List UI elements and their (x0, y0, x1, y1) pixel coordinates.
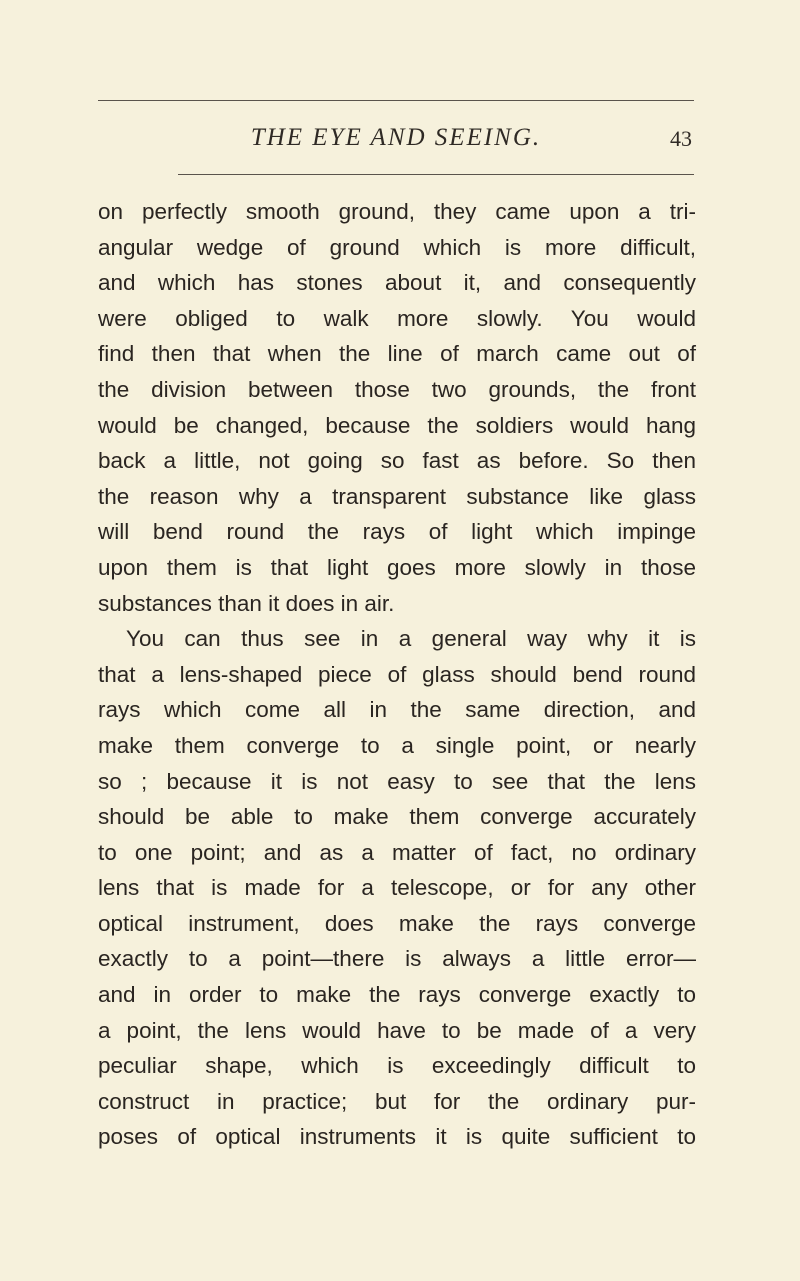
text-line: exactly to a point—there is always a little error— (98, 946, 696, 972)
text-line: and which has stones about it, and consequently (98, 270, 696, 296)
text-line: to one point; and as a matter of fact, no ordinary (98, 839, 696, 865)
text-line: so ; because it is not easy to see that the lens (98, 768, 696, 794)
text-line: find then that when the line of march came out of (98, 341, 696, 367)
text-line: would be changed, because the soldiers would hang (98, 412, 696, 438)
page-number: 43 (670, 126, 692, 151)
text-line: lens that is made for a telescope, or for any other (98, 875, 696, 901)
text-line: optical instrument, does make the rays converge (98, 910, 696, 936)
text-line: make them converge to a single point, or nearly (98, 732, 696, 758)
text-line: will bend round the rays of light which impinge (98, 519, 696, 545)
text-line: back a little, not going so fast as before. So then (98, 448, 696, 474)
text-line: a point, the lens would have to be made of a very (98, 1017, 696, 1043)
header-rule-bottom (178, 174, 694, 175)
text-line: upon them is that light goes more slowly in those (98, 554, 696, 580)
text-line: poses of optical instruments it is quite sufficient to (98, 1124, 696, 1150)
text-line: should be able to make them converge accurately (98, 804, 696, 830)
running-head (98, 124, 694, 164)
text-line: that a lens-shaped piece of glass should bend round (98, 661, 696, 687)
text-line: on perfectly smooth ground, they came upon a tri- (98, 199, 696, 224)
header-rule-top (98, 100, 694, 101)
text-line: construct in practice; but for the ordinary pur- (98, 1088, 696, 1114)
paragraph-start-line: You can thus see in a general way why it is (126, 626, 696, 652)
text-line: angular wedge of ground which is more difficult, (98, 234, 696, 260)
text-line: and in order to make the rays converge exactly to (98, 982, 696, 1008)
text-line: were obliged to walk more slowly. You would (98, 305, 696, 331)
body-text (98, 194, 696, 1155)
running-title: THE EYE AND SEEING. (250, 124, 542, 151)
text-line: the reason why a transparent substance like glass (98, 483, 696, 509)
text-line: rays which come all in the same direction, and (98, 697, 696, 723)
text-line: the division between those two grounds, the front (98, 376, 696, 402)
paragraph-end-line: substances than it does in air. (98, 590, 395, 616)
text-line: peculiar shape, which is exceedingly difficult to (98, 1053, 696, 1079)
